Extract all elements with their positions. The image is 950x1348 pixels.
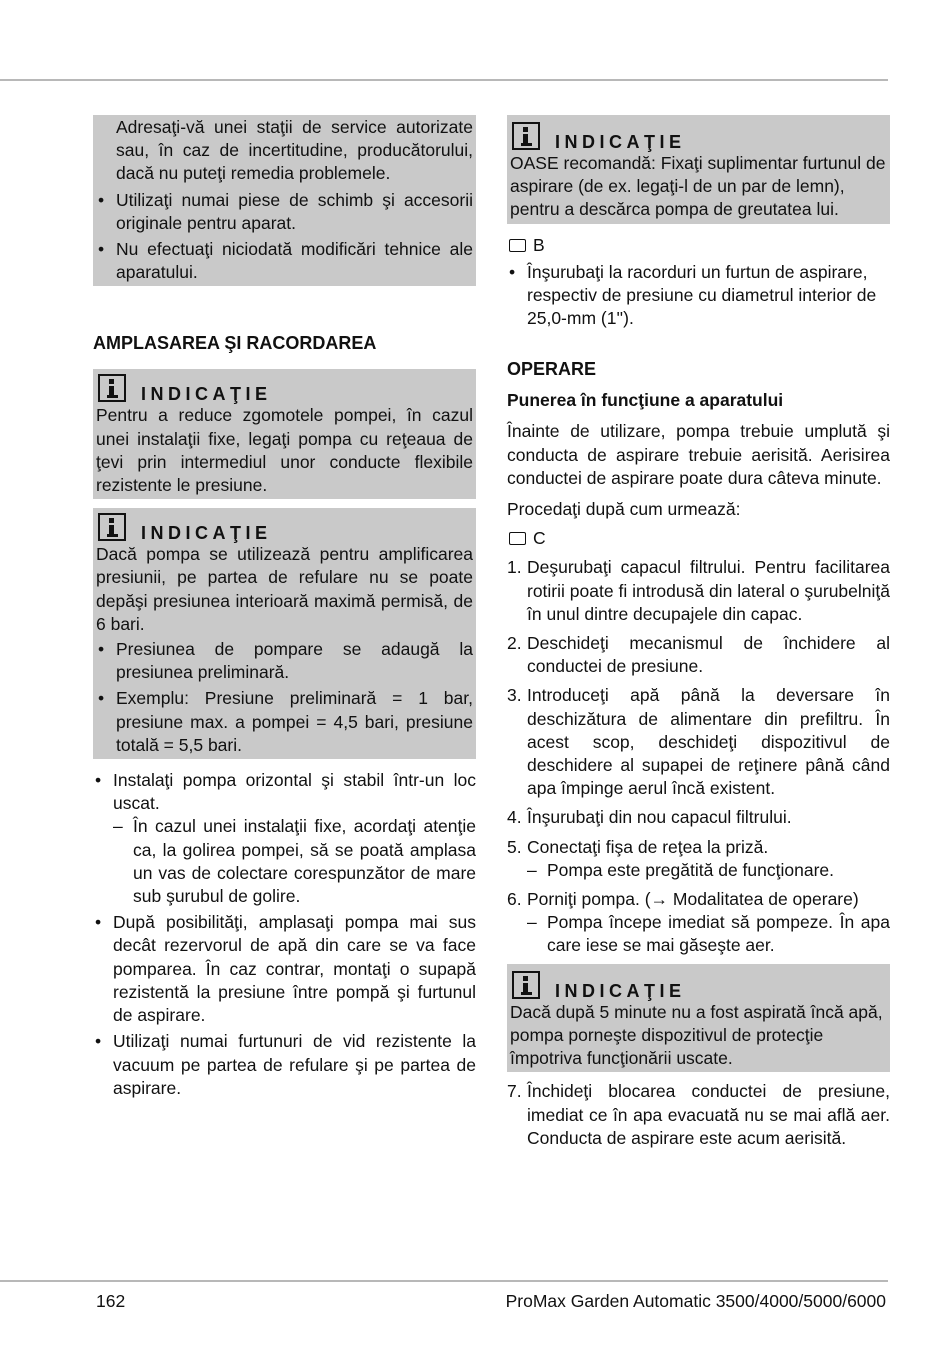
subsection-title: Punerea în funcţiune a aparatului xyxy=(507,390,784,411)
note-header xyxy=(96,513,473,543)
section-title-operation: OPERARE xyxy=(507,359,597,380)
warning-box-continued xyxy=(93,115,476,286)
connection-list xyxy=(507,261,890,331)
list-item: • Înşurubaţi la racorduri un furtun de aspirare, respectiv de presiune cu diametrul interior de 25,0-mm (1''). xyxy=(507,261,890,331)
step-result: – Pompa începe imediat să pompeze. În apa care iese se mai găseşte aer. xyxy=(527,911,890,957)
step-item xyxy=(507,684,890,800)
step-result: – Pompa este pregătită de funcţionare. xyxy=(527,859,890,882)
steps-list xyxy=(507,556,890,957)
note-text: Dacă pompa se utilizează pentru amplificarea presiunii, pe partea de refulare nu se poate depăşi presiunea interioară maximă permisă, de 6 bari. xyxy=(96,544,473,634)
note-list xyxy=(96,638,473,757)
list-item-text: • Instalaţi pompa orizontal şi stabil într-un loc uscat. xyxy=(113,770,476,814)
step-number: 1. xyxy=(507,557,522,578)
page-number: 162 xyxy=(96,1291,126,1311)
step-number: 6. xyxy=(507,889,522,910)
note-header xyxy=(96,374,473,404)
step-item xyxy=(507,806,890,829)
figure-label: C xyxy=(533,528,546,549)
note-text: OASE recomandă: Fixaţi suplimentar furtunul de aspirare (de ex. legaţi-l de un par de lemn), pentru a descărca pompa de greutatea lui. xyxy=(510,153,886,220)
step-text: Porniţi pompa. (→ Modalitatea de operare) xyxy=(527,889,859,910)
step-text: Închideţi blocarea conductei de presiune, imediat ce în apa evacuată nu se mai află aer. Conducta de aspirare este acum aerisită. xyxy=(527,1081,890,1148)
warning-item: • Utilizaţi numai piese de schimb şi accesorii originale pentru aparat. xyxy=(96,189,473,235)
info-icon xyxy=(98,374,126,402)
steps-list-continued xyxy=(507,1080,890,1150)
figure-label: B xyxy=(533,234,545,255)
step-item xyxy=(507,632,890,678)
header-rule xyxy=(0,79,888,81)
note-header xyxy=(510,122,887,152)
step-item xyxy=(507,836,890,882)
note-title: INDICAŢIE xyxy=(555,132,686,152)
note-header xyxy=(510,971,887,1001)
product-name: ProMax Garden Automatic 3500/4000/5000/6000 xyxy=(505,1291,886,1311)
note-box xyxy=(507,115,890,224)
step-item xyxy=(507,1080,890,1150)
list-item: • Utilizaţi numai furtunuri de vid rezistente la vacuum pe partea de refulare şi pe partea de aspirare. xyxy=(93,1030,476,1100)
note-box xyxy=(507,964,890,1073)
figure-icon xyxy=(509,532,526,545)
note-text: Dacă după 5 minute nu a fost aspirată încă apă, pompa porneşte dispozitivul de protecţie împotriva funcţionării uscate. xyxy=(510,1001,883,1069)
left-column xyxy=(93,115,476,1103)
note-box xyxy=(93,508,476,759)
step-number: 3. xyxy=(507,685,522,706)
warning-list xyxy=(96,189,473,285)
right-column xyxy=(507,115,890,1156)
step-number: 2. xyxy=(507,633,522,654)
step-text: Introduceţi apă până la deversare în deschizătura de alimentare din prefiltru. În acest scop, deschideţi dispozitivul de deschidere al supapei de reţinere până când apa împinge aerul încă existent. xyxy=(527,685,890,799)
step-text: Conectaţi fişa de reţea la priză. xyxy=(527,836,769,857)
footer-rule xyxy=(0,1280,888,1282)
step-number: 5. xyxy=(507,836,522,857)
step-text: Înşurubaţi din nou capacul filtrului. xyxy=(527,807,792,828)
note-text: Pentru a reduce zgomotele pompei, în cazul unei instalaţii fixe, legaţi pompa cu reţeaua de ţevi prin intermediul unor conducte flexibile rezistente le presiune. xyxy=(96,405,473,496)
note-item: • Presiunea de pompare se adaugă la presiunea preliminară. xyxy=(96,638,473,684)
step-number: 7. xyxy=(507,1081,522,1102)
step-item xyxy=(507,556,890,626)
figure-reference xyxy=(507,527,890,550)
list-item: • După posibilităţi, amplasaţi pompa mai sus decât rezervorul de apă din care se va face pomparea. În caz contrar, montaţi o supapă rezistentă la presiune între pompă şi furtunul de aspirare. xyxy=(93,911,476,1027)
step-text: Deschideţi mecanismul de închidere al conductei de presiune. xyxy=(527,633,890,677)
section-title-installation: AMPLASAREA ŞI RACORDAREA xyxy=(93,333,377,354)
info-icon xyxy=(512,122,540,150)
list-item-subpoint: – În cazul unei instalaţii fixe, acordaţi atenţie ca, la golirea pompei, să se poată amplasa un vas de colectare corespunzător de mare sub şurubul de golire. xyxy=(113,815,476,908)
step-text: Deşurubaţi capacul filtrului. Pentru facilitarea rotirii poate fi introdusă din lateral o şurubelniţă în unul dintre decupajele din capac. xyxy=(527,557,890,624)
list-item xyxy=(93,769,476,908)
figure-icon xyxy=(509,239,526,252)
warning-item: • Nu efectuaţi niciodată modificări tehnice ale aparatului. xyxy=(96,238,473,284)
note-title: INDICAŢIE xyxy=(141,523,272,544)
info-icon xyxy=(512,971,540,999)
procedure-text: Procedaţi după cum urmează: xyxy=(507,499,741,520)
note-item: • Exemplu: Presiune preliminară = 1 bar, presiune max. a pompei = 4,5 bari, presiune totală = 5,5 bari. xyxy=(96,687,473,757)
note-box xyxy=(93,369,476,499)
installation-list xyxy=(93,769,476,1100)
step-item xyxy=(507,888,890,958)
intro-paragraph: Înainte de utilizare, pompa trebuie umplută şi conducta de aspirare trebuie aerisită. Aerisirea conductei de aspirare poate dura câteva minute. xyxy=(507,421,890,488)
figure-reference xyxy=(507,234,890,257)
step-number: 4. xyxy=(507,807,522,828)
warning-continuation-text: Adresaţi-vă unei staţii de service autorizate sau, în caz de incertitudine, producătorului, dacă nu puteţi remedia problemele. xyxy=(116,117,473,184)
note-title: INDICAŢIE xyxy=(141,384,272,405)
info-icon xyxy=(98,513,126,541)
note-title: INDICAŢIE xyxy=(555,980,686,1001)
